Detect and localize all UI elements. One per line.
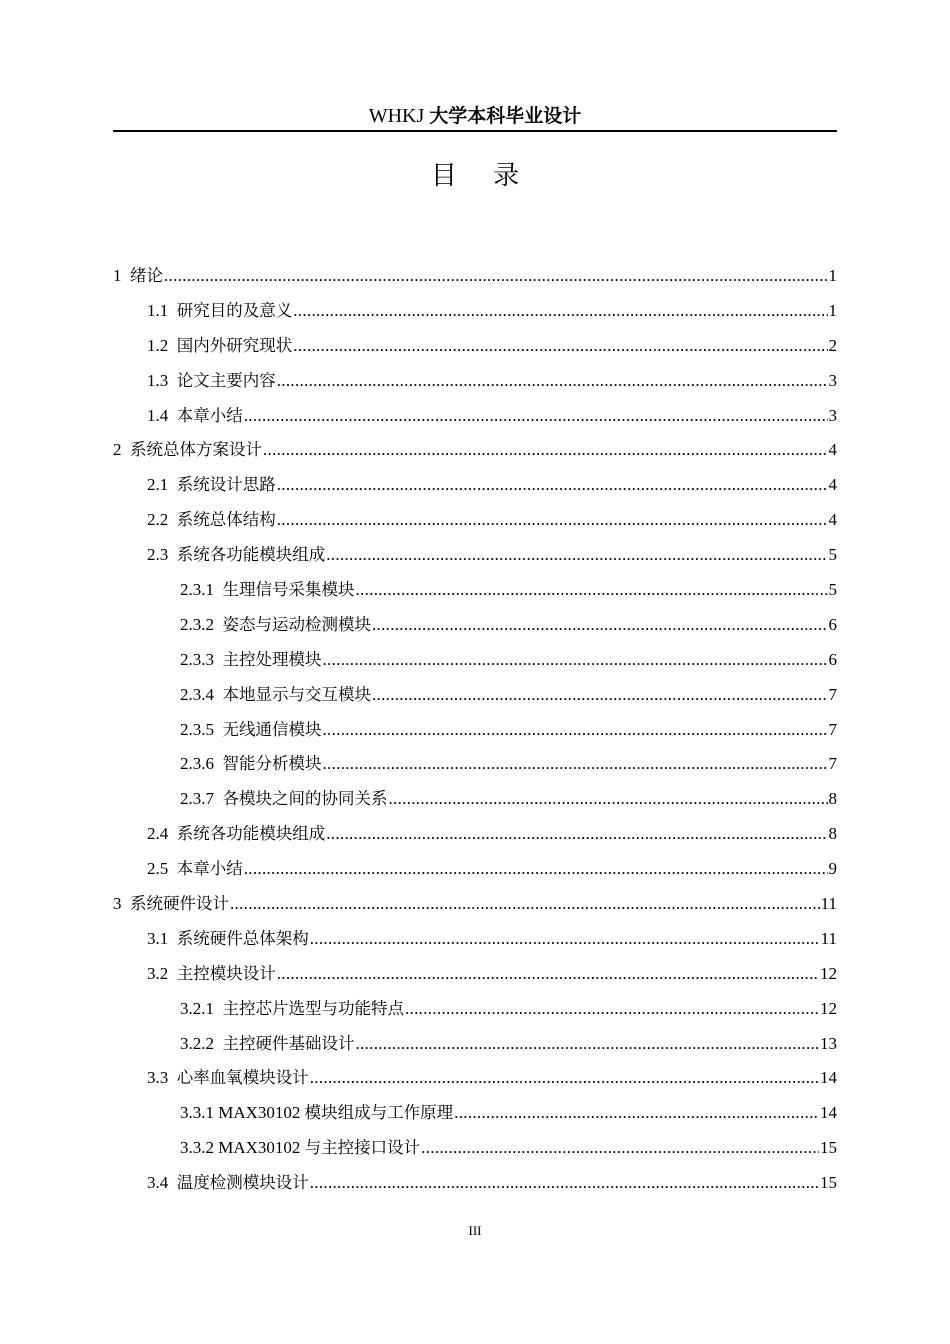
toc-entry-number: 2.3.6: [180, 754, 223, 774]
toc-dot-leader: [244, 852, 828, 887]
toc-entry-page: 12: [820, 963, 837, 983]
toc-entry-page: 7: [828, 684, 837, 704]
toc-entry[interactable]: [113, 713, 837, 748]
toc-entry-page: 11: [820, 928, 837, 948]
toc-entry-page: 4: [828, 510, 837, 530]
toc-entry[interactable]: [113, 468, 837, 503]
toc-dot-leader: [323, 713, 828, 748]
toc-entry-page: 7: [828, 754, 837, 774]
toc-dot-leader: [230, 887, 820, 922]
toc-entry[interactable]: [113, 747, 837, 782]
toc-entry-page: 11: [820, 894, 837, 914]
toc-entry-number: 2.3.5: [180, 719, 223, 739]
toc-entry-number: 1: [113, 266, 130, 285]
toc-entry-number: 3: [113, 894, 130, 914]
toc-entry-title: 本章小结: [176, 859, 243, 879]
toc-entry-page: 6: [828, 614, 837, 634]
toc-entry-number: 1.4: [147, 405, 177, 425]
toc-entry-number: 1.1: [147, 300, 177, 320]
toc-dot-leader: [356, 1027, 820, 1062]
toc-entry[interactable]: [113, 399, 837, 434]
toc-entry-title: 各模块之间的协同关系: [222, 789, 388, 809]
header-document-type: 大学本科毕业设计: [429, 105, 582, 127]
toc-entry[interactable]: [113, 852, 837, 887]
toc-entry-title: 本章小结: [176, 405, 243, 425]
toc-entry[interactable]: [113, 1027, 837, 1062]
toc-entry-page: 4: [828, 475, 837, 495]
toc-dot-leader: [389, 782, 828, 817]
toc-entry[interactable]: [113, 433, 837, 468]
toc-entry-page: 5: [828, 545, 837, 565]
toc-entry-number: 2.5: [147, 859, 177, 879]
toc-dot-leader: [277, 957, 819, 992]
toc-entry-number: 2.2: [147, 510, 177, 530]
toc-entry-number: 1.3: [147, 370, 177, 390]
toc-dot-leader: [372, 678, 828, 713]
toc-entry-page: 15: [820, 1138, 837, 1158]
toc-entry[interactable]: [113, 1166, 837, 1201]
toc-dot-leader: [277, 468, 828, 503]
toc-entry[interactable]: [113, 817, 837, 852]
toc-entry[interactable]: [113, 992, 837, 1027]
toc-entry-page: 9: [828, 859, 837, 879]
toc-entry-title: 本地显示与交互模块: [222, 684, 371, 704]
toc-dot-leader: [244, 399, 828, 434]
toc-entry-title: 系统设计思路: [176, 475, 276, 495]
toc-dot-leader: [372, 608, 828, 643]
toc-entry-title: 主控模块设计: [176, 963, 276, 983]
toc-entry-page: 5: [828, 580, 837, 600]
running-header: [113, 102, 837, 130]
toc-entry-title: 主控硬件基础设计: [222, 1033, 355, 1053]
toc-entry[interactable]: [113, 782, 837, 817]
toc-dot-leader: [293, 294, 827, 329]
toc-entry-title: 与主控接口设计: [304, 1138, 421, 1158]
toc-entry-title: 系统各功能模块组成: [176, 824, 326, 844]
toc-entry-page: 3: [828, 370, 837, 390]
toc-entry-title: 论文主要内容: [176, 370, 276, 390]
toc-entry[interactable]: [113, 678, 837, 713]
toc-entry-number: 1.2: [147, 335, 177, 355]
table-of-contents: [113, 259, 837, 1201]
toc-dot-leader: [164, 259, 828, 294]
toc-entry-title: 系统各功能模块组成: [176, 545, 326, 565]
toc-dot-leader: [326, 538, 827, 573]
toc-entry[interactable]: [113, 887, 837, 922]
toc-entry-title: 系统硬件设计: [130, 894, 229, 914]
toc-entry-page: 12: [820, 998, 837, 1018]
header-school-code: WHKJ: [368, 105, 425, 127]
toc-entry[interactable]: [113, 538, 837, 573]
toc-entry-page: 4: [828, 440, 837, 460]
toc-dot-leader: [310, 1166, 819, 1201]
toc-entry-title: 模块组成与工作原理: [304, 1103, 454, 1123]
toc-entry-number: 2.3: [147, 545, 177, 565]
toc-entry-title: 智能分析模块: [222, 754, 322, 774]
toc-dot-leader: [277, 503, 828, 538]
toc-entry-title: 系统硬件总体架构: [176, 928, 309, 948]
toc-entry-page: 6: [828, 649, 837, 669]
toc-entry-page: 7: [828, 719, 837, 739]
toc-entry-number: 2.4: [147, 824, 177, 844]
toc-entry-title: 温度检测模块设计: [176, 1173, 309, 1193]
toc-entry-title: 生理信号采集模块: [222, 580, 355, 600]
toc-entry-page: 8: [828, 789, 837, 809]
page-title: 目 录: [430, 161, 534, 191]
toc-entry-title: 主控处理模块: [222, 649, 322, 669]
toc-entry-title: 系统总体结构: [176, 510, 276, 530]
toc-entry-number: 3.3: [147, 1068, 177, 1088]
toc-entry[interactable]: [113, 503, 837, 538]
toc-entry[interactable]: [113, 329, 837, 364]
toc-entry-page: 15: [820, 1173, 837, 1193]
toc-entry-title: 主控芯片选型与功能特点: [222, 998, 404, 1018]
toc-dot-leader: [310, 922, 820, 957]
toc-entry-number: 3.2.1: [180, 998, 223, 1018]
toc-dot-leader: [323, 747, 828, 782]
toc-entry-number: 2.3.3: [180, 649, 223, 669]
toc-entry-number: 2.3.7: [180, 789, 223, 809]
toc-dot-leader: [293, 329, 827, 364]
toc-entry[interactable]: [113, 259, 837, 294]
toc-entry-number: 3.2.2: [180, 1033, 223, 1053]
toc-dot-leader: [356, 573, 828, 608]
toc-entry-number: 2: [113, 440, 130, 460]
toc-dot-leader: [405, 992, 819, 1027]
toc-dot-leader: [421, 1131, 819, 1166]
toc-entry-title: 绪论: [130, 266, 163, 285]
toc-entry-number: 2.3.4: [180, 684, 223, 704]
toc-entry-number: 3.4: [147, 1173, 177, 1193]
toc-entry-title: 系统总体方案设计: [130, 440, 262, 460]
toc-entry-page: 14: [820, 1068, 837, 1088]
page-number: III: [468, 1223, 482, 1238]
toc-entry-page: 13: [820, 1033, 837, 1053]
toc-entry-page: 2: [828, 335, 837, 355]
toc-entry[interactable]: [113, 643, 837, 678]
toc-entry-title: 姿态与运动检测模块: [222, 614, 371, 634]
toc-entry-number: 2.3.2: [180, 614, 223, 634]
toc-entry[interactable]: [113, 957, 837, 992]
toc-entry-title: 研究目的及意义: [176, 300, 293, 320]
toc-entry-page: 8: [828, 824, 837, 844]
toc-entry-number: 3.1: [147, 928, 177, 948]
toc-entry-title: 国内外研究现状: [176, 335, 293, 355]
toc-entry-title: 心率血氧模块设计: [176, 1068, 309, 1088]
toc-entry-number: 3.3.1 MAX30102: [180, 1103, 305, 1123]
toc-entry[interactable]: [113, 922, 837, 957]
toc-dot-leader: [326, 817, 827, 852]
toc-entry[interactable]: [113, 294, 837, 329]
toc-entry[interactable]: [113, 608, 837, 643]
toc-entry-number: 2.3.1: [180, 580, 223, 600]
toc-dot-leader: [263, 433, 828, 468]
toc-entry[interactable]: [113, 573, 837, 608]
toc-dot-leader: [323, 643, 828, 678]
toc-entry[interactable]: [113, 364, 837, 399]
toc-entry[interactable]: [113, 1096, 837, 1131]
toc-entry-number: 2.1: [147, 475, 177, 495]
toc-entry-page: 14: [820, 1103, 837, 1123]
toc-entry-page: 3: [828, 405, 837, 425]
toc-dot-leader: [310, 1061, 819, 1096]
toc-entry-number: 3.3.2 MAX30102: [180, 1138, 305, 1158]
toc-entry-number: 3.2: [147, 963, 177, 983]
toc-entry-title: 无线通信模块: [222, 719, 322, 739]
toc-entry-page: 1: [828, 266, 837, 285]
header-rule: [113, 130, 837, 132]
toc-dot-leader: [277, 364, 828, 399]
toc-entry[interactable]: [113, 1131, 837, 1166]
toc-entry-page: 1: [828, 300, 837, 320]
toc-dot-leader: [454, 1096, 819, 1131]
toc-entry[interactable]: [113, 1061, 837, 1096]
